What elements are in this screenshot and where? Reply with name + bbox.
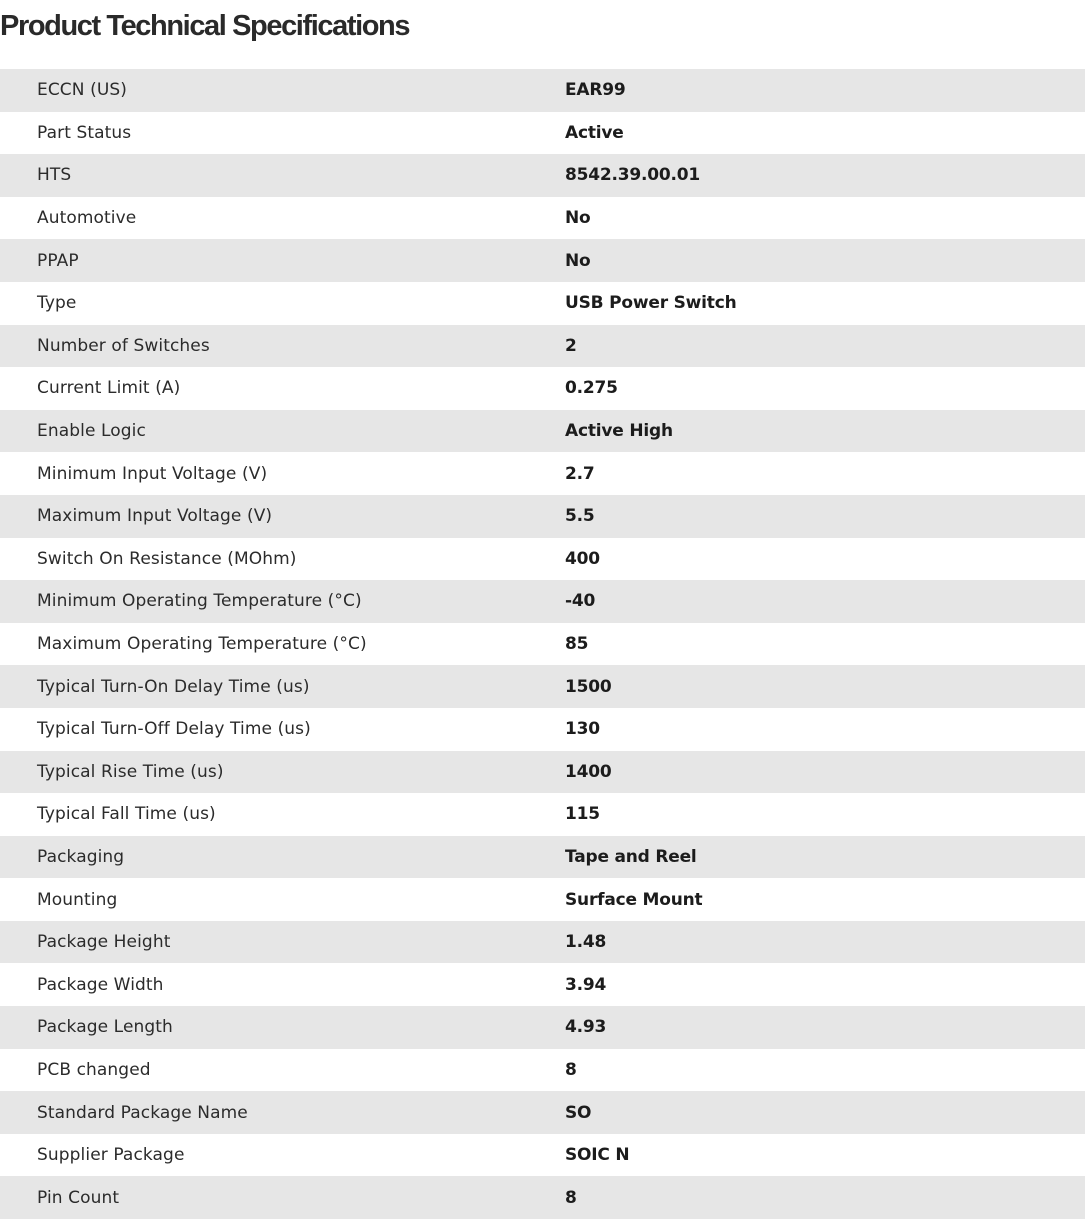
spec-name: PPAP [0, 239, 565, 282]
spec-row [0, 1176, 1085, 1219]
spec-name: Enable Logic [0, 410, 565, 453]
spec-row [0, 239, 1085, 282]
spec-value: -40 [565, 580, 1085, 623]
spec-row [0, 452, 1085, 495]
spec-name: Supplier Package [0, 1134, 565, 1177]
spec-table [0, 69, 1085, 1219]
spec-value: Surface Mount [565, 878, 1085, 921]
spec-name: Minimum Operating Temperature (°C) [0, 580, 565, 623]
spec-row [0, 325, 1085, 368]
spec-row [0, 69, 1085, 112]
spec-row [0, 793, 1085, 836]
spec-row [0, 836, 1085, 879]
spec-name: Standard Package Name [0, 1091, 565, 1134]
spec-row [0, 878, 1085, 921]
spec-value: SO [565, 1091, 1085, 1134]
spec-row [0, 1049, 1085, 1092]
spec-value: 4.93 [565, 1006, 1085, 1049]
spec-value: 2.7 [565, 452, 1085, 495]
spec-value: 1.48 [565, 921, 1085, 964]
spec-value: 2 [565, 325, 1085, 368]
spec-name: Mounting [0, 878, 565, 921]
spec-name: Current Limit (A) [0, 367, 565, 410]
spec-name: Package Length [0, 1006, 565, 1049]
spec-row [0, 1006, 1085, 1049]
spec-name: Part Status [0, 112, 565, 155]
spec-value: Active [565, 112, 1085, 155]
spec-table-body [0, 69, 1085, 1219]
spec-name: Automotive [0, 197, 565, 240]
spec-name: Type [0, 282, 565, 325]
spec-row [0, 495, 1085, 538]
spec-name: Pin Count [0, 1176, 565, 1219]
spec-name: ECCN (US) [0, 69, 565, 112]
spec-name: Packaging [0, 836, 565, 879]
spec-value: No [565, 239, 1085, 282]
spec-name: Typical Turn-On Delay Time (us) [0, 665, 565, 708]
spec-value: 1500 [565, 665, 1085, 708]
spec-row [0, 623, 1085, 666]
spec-value: EAR99 [565, 69, 1085, 112]
spec-value: 85 [565, 623, 1085, 666]
spec-row [0, 1134, 1085, 1177]
spec-row [0, 751, 1085, 794]
spec-name: Typical Fall Time (us) [0, 793, 565, 836]
spec-value: USB Power Switch [565, 282, 1085, 325]
spec-row [0, 708, 1085, 751]
spec-name: Package Height [0, 921, 565, 964]
spec-row [0, 154, 1085, 197]
spec-row [0, 367, 1085, 410]
spec-value: SOIC N [565, 1134, 1085, 1177]
spec-value: 1400 [565, 751, 1085, 794]
spec-value: Tape and Reel [565, 836, 1085, 879]
spec-value: Active High [565, 410, 1085, 453]
spec-row [0, 665, 1085, 708]
spec-row [0, 197, 1085, 240]
spec-value: 3.94 [565, 963, 1085, 1006]
spec-row [0, 538, 1085, 581]
spec-name: Switch On Resistance (MOhm) [0, 538, 565, 581]
spec-value: 8 [565, 1176, 1085, 1219]
spec-name: Typical Turn-Off Delay Time (us) [0, 708, 565, 751]
spec-value: 400 [565, 538, 1085, 581]
spec-name: Maximum Operating Temperature (°C) [0, 623, 565, 666]
spec-value: 5.5 [565, 495, 1085, 538]
spec-name: Number of Switches [0, 325, 565, 368]
spec-row [0, 921, 1085, 964]
spec-row [0, 580, 1085, 623]
spec-value: 130 [565, 708, 1085, 751]
spec-value: 0.275 [565, 367, 1085, 410]
spec-value: 115 [565, 793, 1085, 836]
spec-name: PCB changed [0, 1049, 565, 1092]
spec-name: Typical Rise Time (us) [0, 751, 565, 794]
page-title: Product Technical Specifications [0, 10, 410, 42]
spec-name: Minimum Input Voltage (V) [0, 452, 565, 495]
spec-name: Package Width [0, 963, 565, 1006]
spec-name: Maximum Input Voltage (V) [0, 495, 565, 538]
spec-value: 8 [565, 1049, 1085, 1092]
spec-value: 8542.39.00.01 [565, 154, 1085, 197]
spec-row [0, 410, 1085, 453]
spec-row [0, 963, 1085, 1006]
spec-value: No [565, 197, 1085, 240]
spec-name: HTS [0, 154, 565, 197]
spec-row [0, 112, 1085, 155]
spec-row [0, 282, 1085, 325]
spec-row [0, 1091, 1085, 1134]
